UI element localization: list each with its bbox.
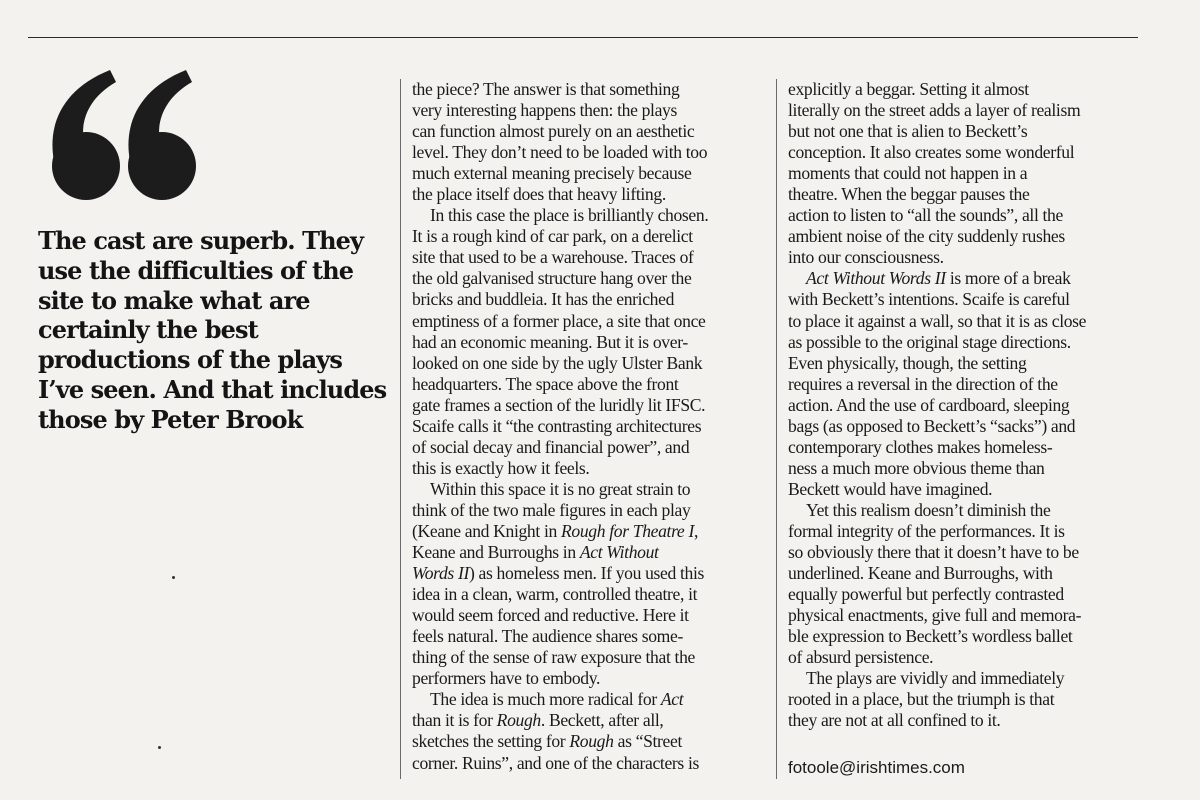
- pull-quote-line: use the difficulties of the: [38, 255, 354, 285]
- article-line: [412, 521, 768, 542]
- article-line: [412, 731, 768, 752]
- play-title: Rough: [569, 731, 614, 752]
- pull-quote-line: certainly the best: [38, 315, 258, 345]
- play-title: Act: [660, 689, 684, 710]
- article-line: Within this space it is no great strain to: [430, 478, 691, 499]
- article-line: ness a much more obvious theme than: [788, 457, 1045, 478]
- article-line: contemporary clothes makes homeless-: [788, 436, 1053, 457]
- article-line: [412, 542, 768, 563]
- article-line: much external meaning precisely because: [412, 163, 692, 184]
- article-line: rooted in a place, but the triumph is that: [788, 689, 1055, 710]
- article-line: bricks and buddleia. It has the enriched: [412, 289, 675, 310]
- article-text: ) as homeless men. If you used this: [469, 563, 704, 584]
- article-line: explicitly a beggar. Setting it almost: [788, 79, 1029, 99]
- article-line: action. And the use of cardboard, sleeping: [788, 394, 1070, 415]
- article-text: than it is for: [412, 710, 497, 731]
- article-line: ambient noise of the city suddenly rushes: [788, 226, 1065, 247]
- article-line: physical enactments, give full and memora-: [788, 605, 1082, 626]
- opening-double-quote-icon: [38, 18, 208, 228]
- article-line: The plays are vividly and immediately: [806, 668, 1065, 689]
- article-line: theatre. When the beggar pauses the: [788, 184, 1030, 205]
- article-line: Even physically, though, the setting: [788, 352, 1027, 373]
- article-line: idea in a clean, warm, controlled theatre, it: [412, 584, 698, 605]
- article-line: the place itself does that heavy lifting.: [412, 184, 666, 205]
- article-line: ble expression to Beckett’s wordless ballet: [788, 626, 1073, 647]
- article-text: is more of a break: [945, 268, 1071, 289]
- play-title: Rough: [496, 710, 541, 731]
- article-line: with Beckett’s intentions. Scaife is careful: [788, 289, 1070, 310]
- play-title: Act Without: [579, 542, 659, 563]
- column-rule: [776, 79, 777, 779]
- play-title: Act Without Words II: [806, 268, 946, 289]
- article-line: the old galvanised structure hang over the: [412, 268, 692, 289]
- print-speck: [158, 746, 161, 749]
- article-line: of absurd persistence.: [788, 647, 934, 668]
- article-line: so obviously there that it doesn’t have to be: [788, 542, 1079, 563]
- article-line: would seem forced and reductive. Here it: [412, 605, 689, 626]
- article-line: literally on the street adds a layer of realism: [788, 100, 1081, 121]
- article-line: the piece? The answer is that something: [412, 79, 680, 99]
- article-text: The idea is much more radical for: [430, 689, 661, 710]
- article-line: underlined. Keane and Burroughs, with: [788, 563, 1053, 584]
- article-line: level. They don’t need to be loaded with too: [412, 142, 708, 163]
- article-line: Yet this realism doesn’t diminish the: [806, 499, 1051, 520]
- pull-quote-line: I’ve seen. And that includes: [38, 374, 387, 404]
- article-line: equally powerful but perfectly contrasted: [788, 584, 1064, 605]
- article-line: thing of the sense of raw exposure that the: [412, 647, 695, 668]
- article-line: It is a rough kind of car park, on a derelict: [412, 226, 693, 247]
- article-line: formal integrity of the performances. It is: [788, 520, 1065, 541]
- article-column-right: [788, 79, 1138, 779]
- play-title: Words II: [412, 563, 469, 584]
- article-line: In this case the place is brilliantly chosen.: [430, 205, 709, 226]
- article-line: performers have to embody.: [412, 668, 601, 689]
- article-line: requires a reversal in the direction of the: [788, 373, 1058, 394]
- article-line: conception. It also creates some wonderful: [788, 142, 1075, 163]
- article-line: but not one that is alien to Beckett’s: [788, 121, 1028, 142]
- article-line: can function almost purely on an aesthetic: [412, 121, 695, 142]
- article-line: to place it against a wall, so that it is as close: [788, 310, 1087, 331]
- article-line: they are not at all confined to it.: [788, 710, 1001, 731]
- article-text: Keane and Burroughs in: [412, 542, 580, 563]
- article-line: this is exactly how it feels.: [412, 457, 590, 478]
- article-line: into our consciousness.: [788, 247, 944, 268]
- article-line: [788, 268, 1138, 289]
- pull-quote-line: site to make what are: [38, 285, 310, 315]
- article-line: emptiness of a former place, a site that once: [412, 310, 706, 331]
- article-text: (Keane and Knight in: [412, 520, 561, 541]
- article-column-middle: [412, 79, 768, 774]
- article-line: action to listen to “all the sounds”, all the: [788, 205, 1063, 226]
- article-text: ,: [693, 520, 699, 541]
- article-line: corner. Ruins”, and one of the characters is: [412, 752, 700, 773]
- pull-quote-line: productions of the plays: [38, 345, 342, 375]
- article-line: feels natural. The audience shares some-: [412, 626, 683, 647]
- article-text: sketches the setting for: [412, 731, 570, 752]
- pull-quote-line: The cast are superb. They: [38, 226, 364, 255]
- article-text: . Beckett, after all,: [540, 710, 664, 731]
- article-line: [412, 710, 768, 731]
- pull-quote: [38, 226, 386, 435]
- article-text: as “Street: [613, 731, 683, 752]
- article-line: think of the two male figures in each play: [412, 499, 691, 520]
- article-line: gate frames a section of the luridly lit IFSC.: [412, 394, 706, 415]
- article-line: very interesting happens then: the plays: [412, 100, 677, 121]
- article-line: headquarters. The space above the front: [412, 373, 679, 394]
- column-rule: [400, 79, 401, 779]
- article-line: moments that could not happen in a: [788, 163, 1028, 184]
- pull-quote-line: those by Peter Brook: [38, 404, 303, 434]
- author-email: fotoole@irishtimes.com: [788, 758, 965, 778]
- article-line: [412, 563, 768, 584]
- article-line: site that used to be a warehouse. Traces of: [412, 247, 694, 268]
- article-line: Beckett would have imagined.: [788, 478, 993, 499]
- print-speck: [172, 576, 175, 579]
- article-line: [412, 689, 768, 710]
- article-line: looked on one side by the ugly Ulster Bank: [412, 352, 703, 373]
- article-line: as possible to the original stage directions.: [788, 331, 1071, 352]
- play-title: Rough for Theatre I: [561, 520, 694, 541]
- article-line: Scaife calls it “the contrasting architectures: [412, 415, 702, 436]
- article-line: had an economic meaning. But it is over-: [412, 331, 688, 352]
- article-line: of social decay and financial power”, and: [412, 436, 690, 457]
- article-line: bags (as opposed to Beckett’s “sacks”) and: [788, 415, 1076, 436]
